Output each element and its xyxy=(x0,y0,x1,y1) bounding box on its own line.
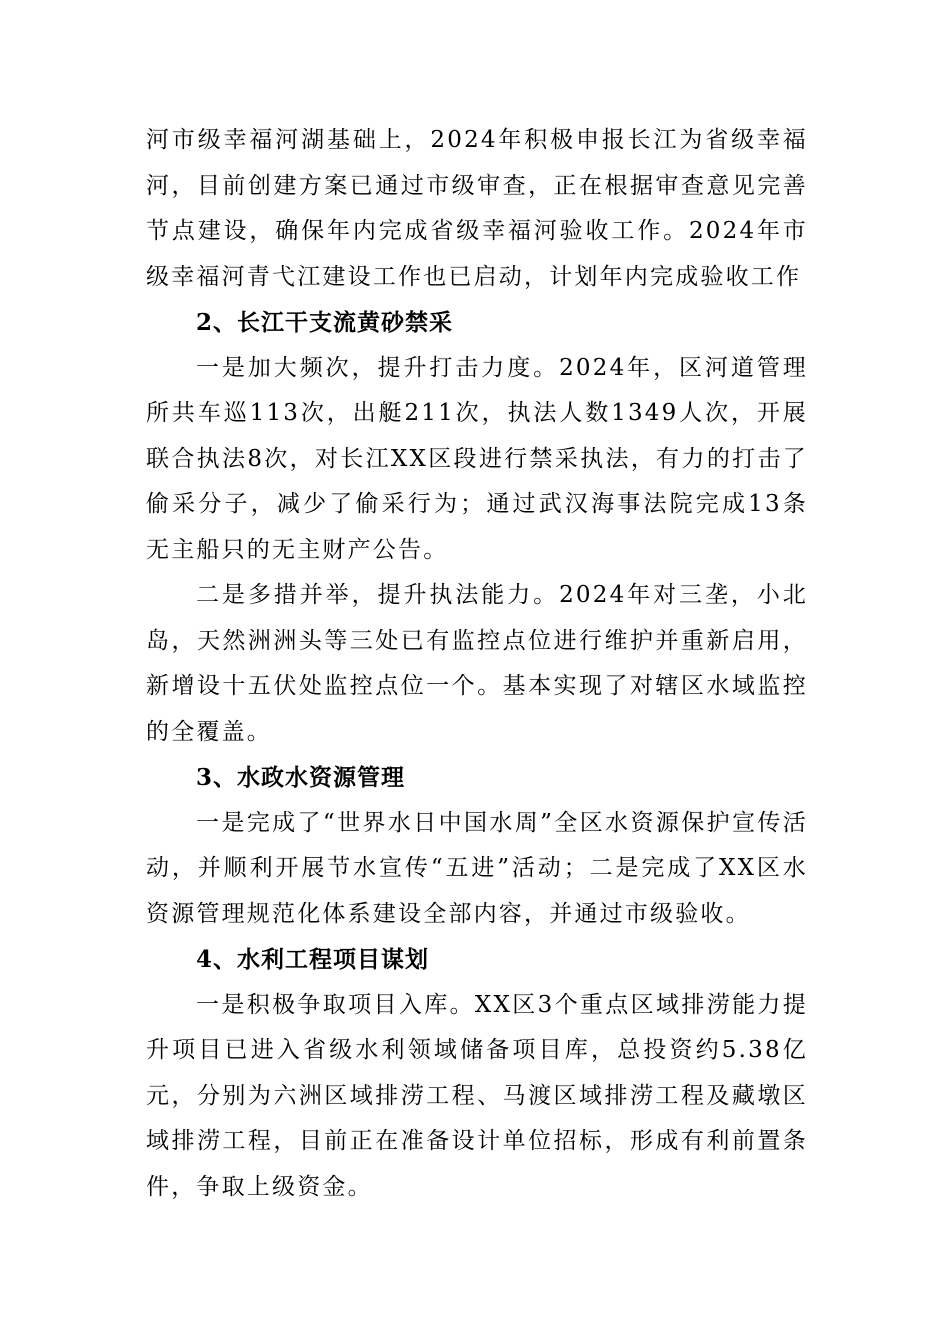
body-paragraph-4a: 一是积极争取项目入库。XX区3个重点区域排涝能力提升项目已进入省级水利领域储备项目库，总投资约5.38亿元，分别为六洲区域排涝工程、马渡区域排涝工程及藏墩区域排涝工程，目前正在准备设计单位招标，形成有利前置条件，争取上级资金。 xyxy=(146,991,808,1200)
section-heading-3: 3、水政水资源管理 xyxy=(196,764,406,791)
section-heading-2: 2、长江干支流黄砂禁采 xyxy=(196,309,454,336)
document-body xyxy=(146,118,808,1210)
body-paragraph-3a: 一是完成了“世界水日中国水周”全区水资源保护宣传活动，并顺利开展节水宣传“五进”活动；二是完成了XX区水资源管理规范化体系建设全部内容，并通过市级验收。 xyxy=(146,809,808,927)
body-paragraph-intro: 河市级幸福河湖基础上，2024年积极申报长江为省级幸福河，目前创建方案已通过市级审查，正在根据审查意见完善节点建设，确保年内完成省级幸福河验收工作。2024年市级幸福河青弋江建设工作也已启动，计划年内完成验收工作 xyxy=(146,127,808,290)
body-paragraph-2a: 一是加大频次，提升打击力度。2024年，区河道管理所共车巡113次，出艇211次，执法人数1349人次，开展联合执法8次，对长江XX区段进行禁采执法，有力的打击了偷采分子，减少了偷采行为；通过武汉海事法院完成13条无主船只的无主财产公告。 xyxy=(146,354,808,563)
section-heading-4: 4、水利工程项目谋划 xyxy=(196,946,430,973)
body-paragraph-2b: 二是多措并举，提升执法能力。2024年对三垄，小北岛，天然洲洲头等三处已有监控点位进行维护并重新启用，新增设十五伏处监控点位一个。基本实现了对辖区水域监控的全覆盖。 xyxy=(146,582,808,745)
